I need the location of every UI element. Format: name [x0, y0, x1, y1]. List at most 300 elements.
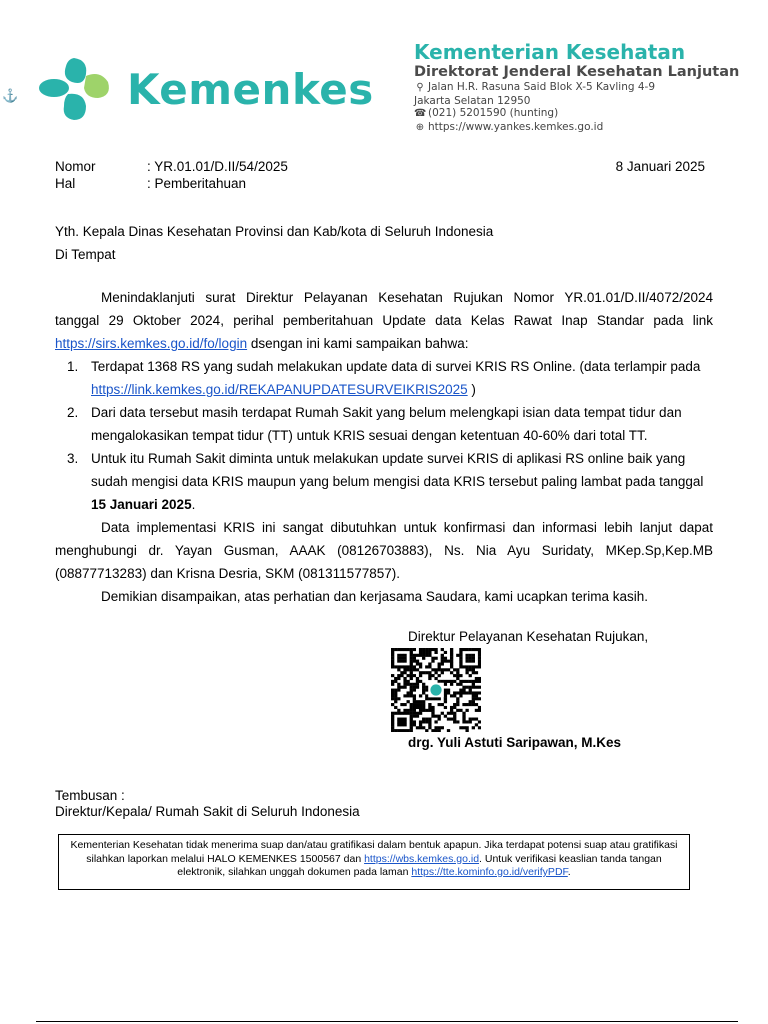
qr-module — [469, 700, 472, 703]
qr-module — [410, 715, 413, 718]
qr-module — [410, 718, 413, 721]
qr-module — [407, 712, 410, 715]
intro-text-end: dsengan ini kami sampaikan bahwa: — [247, 336, 469, 351]
item-text: Terdapat 1368 RS yang sudah melakukan update data di survei KRIS RS Online. (data terlampir pada — [91, 359, 701, 374]
qr-module — [478, 680, 481, 683]
letter-body — [55, 286, 713, 608]
qr-module — [469, 668, 472, 671]
qr-module — [410, 671, 413, 674]
qr-module — [394, 729, 397, 732]
qr-module — [472, 665, 475, 668]
qr-module — [394, 706, 397, 709]
qr-module — [428, 726, 431, 729]
tembusan-label: Tembusan : — [55, 788, 125, 803]
qr-module — [465, 668, 468, 671]
intro-text: Menindaklanjuti surat Direktur Pelayanan Kesehatan Rujukan Nomor YR.01.01/D.II/4072/2024 tanggal 29 Oktober 2024, perihal pemberitahuan Update data Kelas Rawat Inap Standar pada link — [55, 290, 713, 328]
qr-module — [459, 726, 462, 729]
qr-module — [416, 680, 419, 683]
qr-module — [425, 665, 428, 668]
rekap-link[interactable]: https://link.kemkes.go.id/REKAPANUPDATESURVEIKRIS2025 — [91, 382, 468, 397]
qr-module — [419, 694, 422, 697]
qr-module — [410, 720, 413, 723]
qr-module — [416, 686, 419, 689]
qr-module — [428, 654, 431, 657]
qr-module — [478, 651, 481, 654]
qr-module — [456, 671, 459, 674]
qr-module — [422, 686, 425, 689]
qr-module — [450, 648, 453, 651]
qr-module — [438, 697, 441, 700]
qr-module — [441, 712, 444, 715]
qr-module — [441, 654, 444, 657]
qr-module — [407, 680, 410, 683]
qr-module — [422, 691, 425, 694]
qr-module — [425, 689, 428, 692]
qr-module — [431, 709, 434, 712]
qr-module — [475, 718, 478, 721]
qr-module — [459, 691, 462, 694]
qr-module — [413, 683, 416, 686]
qr-module — [450, 662, 453, 665]
qr-module — [416, 668, 419, 671]
item-text-end: ) — [467, 382, 476, 397]
qr-module — [397, 712, 400, 715]
qr-module — [391, 691, 394, 694]
qr-module — [459, 648, 462, 651]
qr-module — [410, 660, 413, 663]
qr-module — [403, 680, 406, 683]
qr-module — [397, 729, 400, 732]
qr-module — [397, 689, 400, 692]
phone-icon: ☎ — [414, 108, 427, 119]
qr-module — [407, 700, 410, 703]
qr-module — [391, 665, 394, 668]
qr-module — [478, 648, 481, 651]
qr-module — [428, 703, 431, 706]
qr-module — [450, 660, 453, 663]
qr-module — [431, 660, 434, 663]
qr-module — [434, 720, 437, 723]
qr-module — [413, 657, 416, 660]
qr-module — [407, 648, 410, 651]
qr-module — [428, 718, 431, 721]
qr-module — [422, 709, 425, 712]
qr-module — [397, 718, 400, 721]
qr-module — [478, 662, 481, 665]
qr-module — [410, 712, 413, 715]
qr-module — [441, 703, 444, 706]
qr-module — [453, 674, 456, 677]
qr-module — [413, 712, 416, 715]
contact-paragraph: Data implementasi KRIS ini sangat dibutuhkan untuk konfirmasi dan informasi lebih lanjut dapat menghubungi dr. Yayan Gusman, AAAK (08126703883), Ns. Nia Ayu Suridaty, MKep.Sp,Kep.MB (08877713283) dan Krisna Desria, SKM (081311577857). — [55, 520, 713, 581]
qr-module — [419, 674, 422, 677]
qr-module — [425, 697, 428, 700]
qr-module — [422, 689, 425, 692]
qr-module — [425, 651, 428, 654]
qr-module — [441, 648, 444, 651]
qr-module — [410, 709, 413, 712]
qr-module — [469, 660, 472, 663]
qr-module — [413, 694, 416, 697]
nomor-label: Nomor — [55, 159, 96, 174]
qr-module — [413, 709, 416, 712]
website-line — [414, 121, 754, 135]
qr-module — [400, 660, 403, 663]
qr-module — [413, 720, 416, 723]
qr-module — [413, 654, 416, 657]
qr-module — [410, 689, 413, 692]
qr-module — [450, 654, 453, 657]
qr-module — [419, 726, 422, 729]
qr-module — [397, 668, 400, 671]
qr-module — [419, 665, 422, 668]
qr-module — [422, 720, 425, 723]
qr-module — [441, 671, 444, 674]
qr-module — [410, 703, 413, 706]
qr-module — [459, 680, 462, 683]
qr-module — [438, 674, 441, 677]
qr-module — [475, 680, 478, 683]
qr-module — [462, 686, 465, 689]
qr-module — [416, 700, 419, 703]
qr-module — [434, 648, 437, 651]
qr-module — [478, 706, 481, 709]
qr-module — [391, 712, 394, 715]
qr-module — [438, 662, 441, 665]
verify-pdf-link[interactable]: https://tte.kominfo.go.id/verifyPDF — [411, 866, 568, 878]
qr-module — [422, 700, 425, 703]
qr-module — [450, 651, 453, 654]
qr-module — [400, 729, 403, 732]
qr-module — [391, 703, 394, 706]
qr-module — [465, 680, 468, 683]
qr-module — [465, 729, 468, 732]
qr-module — [397, 723, 400, 726]
qr-module — [403, 694, 406, 697]
qr-module — [450, 706, 453, 709]
qr-module — [397, 683, 400, 686]
qr-module — [400, 723, 403, 726]
qr-module — [403, 668, 406, 671]
closing-paragraph: Demikian disampaikan, atas perhatian dan kerjasama Saudara, kami ucapkan terima kasih. — [101, 589, 649, 604]
qr-module — [400, 718, 403, 721]
qr-module — [459, 657, 462, 660]
qr-module — [428, 677, 431, 680]
qr-module — [469, 720, 472, 723]
qr-module — [431, 715, 434, 718]
qr-module — [462, 726, 465, 729]
qr-module — [428, 709, 431, 712]
qr-module — [462, 720, 465, 723]
list-item — [55, 401, 713, 447]
qr-module — [459, 689, 462, 692]
qr-module — [416, 712, 419, 715]
qr-module — [453, 715, 456, 718]
qr-module — [410, 677, 413, 680]
qr-module — [428, 720, 431, 723]
qr-module — [465, 654, 468, 657]
qr-module — [428, 651, 431, 654]
qr-module — [434, 677, 437, 680]
qr-module — [400, 703, 403, 706]
qr-module — [407, 691, 410, 694]
qr-module — [403, 654, 406, 657]
qr-module — [472, 694, 475, 697]
qr-module — [462, 703, 465, 706]
qr-module — [456, 677, 459, 680]
qr-module — [413, 715, 416, 718]
qr-module — [397, 709, 400, 712]
qr-module — [400, 674, 403, 677]
qr-module — [475, 697, 478, 700]
qr-module — [403, 712, 406, 715]
qr-module — [456, 700, 459, 703]
qr-module — [397, 677, 400, 680]
qr-module — [472, 718, 475, 721]
qr-module — [472, 680, 475, 683]
qr-module — [403, 709, 406, 712]
qr-module — [397, 654, 400, 657]
qr-module — [407, 729, 410, 732]
qr-module — [444, 668, 447, 671]
qr-module — [413, 665, 416, 668]
qr-module — [397, 648, 400, 651]
qr-module — [475, 709, 478, 712]
qr-module — [444, 689, 447, 692]
qr-module — [469, 657, 472, 660]
qr-module — [469, 691, 472, 694]
qr-module — [410, 668, 413, 671]
qr-module — [397, 720, 400, 723]
qr-module — [453, 694, 456, 697]
qr-module — [444, 715, 447, 718]
qr-module — [444, 694, 447, 697]
qr-module — [416, 683, 419, 686]
qr-module — [403, 671, 406, 674]
address-text: Jalan H.R. Rasuna Said Blok X-5 Kavling 4-9 — [428, 81, 656, 93]
qr-module — [425, 686, 428, 689]
qr-module — [397, 665, 400, 668]
qr-module — [400, 720, 403, 723]
qr-module — [444, 680, 447, 683]
qr-module — [410, 674, 413, 677]
notice-text-end: . — [567, 866, 571, 878]
qr-module — [425, 729, 428, 732]
qr-module — [419, 700, 422, 703]
qr-module — [410, 651, 413, 654]
hal-row — [55, 175, 705, 192]
qr-module — [444, 706, 447, 709]
qr-module — [472, 657, 475, 660]
qr-module — [403, 648, 406, 651]
qr-module — [478, 660, 481, 663]
list-item — [55, 355, 713, 401]
qr-module — [434, 697, 437, 700]
qr-module — [453, 720, 456, 723]
qr-module — [441, 726, 444, 729]
qr-module — [434, 715, 437, 718]
list-text — [91, 447, 713, 516]
qr-module — [394, 677, 397, 680]
qr-module — [453, 706, 456, 709]
qr-module — [447, 729, 450, 732]
qr-module — [453, 680, 456, 683]
qr-module — [410, 657, 413, 660]
qr-module — [391, 657, 394, 660]
qr-module — [431, 712, 434, 715]
qr-module — [416, 703, 419, 706]
qr-module — [394, 665, 397, 668]
item-text: Untuk itu Rumah Sakit diminta untuk melakukan update survei KRIS di aplikasi RS online baik yang sudah mengisi data KRIS maupun yang belum mengisi data KRIS tersebut paling lambat pada tanggal — [91, 451, 704, 489]
qr-module — [444, 697, 447, 700]
qr-module — [456, 703, 459, 706]
qr-module — [403, 729, 406, 732]
qr-module — [462, 691, 465, 694]
qr-module — [413, 660, 416, 663]
qr-module — [462, 715, 465, 718]
qr-module — [407, 674, 410, 677]
qr-module — [416, 715, 419, 718]
qr-module — [413, 648, 416, 651]
qr-module — [416, 726, 419, 729]
qr-module — [425, 654, 428, 657]
qr-module — [391, 726, 394, 729]
qr-module — [478, 654, 481, 657]
hal-label: Hal — [55, 176, 76, 191]
qr-module — [447, 689, 450, 692]
qr-module — [453, 712, 456, 715]
qr-module — [441, 668, 444, 671]
qr-module — [459, 660, 462, 663]
qr-module — [403, 683, 406, 686]
qr-module — [422, 718, 425, 721]
qr-module — [391, 683, 394, 686]
qr-module — [438, 729, 441, 732]
qr-module — [391, 654, 394, 657]
qr-module — [475, 648, 478, 651]
qr-module — [441, 660, 444, 663]
qr-module — [425, 709, 428, 712]
qr-module — [400, 654, 403, 657]
qr-module — [444, 657, 447, 660]
qr-module — [431, 674, 434, 677]
qr-module — [478, 686, 481, 689]
qr-module — [441, 680, 444, 683]
qr-module — [459, 665, 462, 668]
qr-module — [472, 697, 475, 700]
qr-module — [410, 648, 413, 651]
qr-module — [475, 691, 478, 694]
qr-module — [434, 671, 437, 674]
qr-module — [450, 694, 453, 697]
qr-module — [413, 686, 416, 689]
qr-module — [456, 697, 459, 700]
qr-module — [438, 726, 441, 729]
qr-module — [400, 712, 403, 715]
qr-module — [410, 662, 413, 665]
qr-module — [397, 697, 400, 700]
qr-module — [410, 723, 413, 726]
qr-module — [475, 686, 478, 689]
qr-center-logo-mark — [430, 684, 441, 695]
qr-module — [469, 703, 472, 706]
item-text-end: . — [191, 497, 196, 512]
qr-module — [410, 694, 413, 697]
qr-module — [472, 671, 475, 674]
sirs-link[interactable]: https://sirs.kemkes.go.id/fo/login — [55, 336, 248, 351]
qr-module — [472, 700, 475, 703]
qr-module — [419, 706, 422, 709]
qr-module — [438, 718, 441, 721]
location-pin-icon: ⚲ — [416, 82, 424, 93]
qr-module — [447, 680, 450, 683]
qr-module — [456, 709, 459, 712]
qr-module — [391, 662, 394, 665]
qr-module — [469, 674, 472, 677]
qr-module — [422, 671, 425, 674]
qr-module — [472, 686, 475, 689]
qr-module — [416, 677, 419, 680]
qr-module — [428, 671, 431, 674]
qr-module — [469, 680, 472, 683]
qr-module — [462, 712, 465, 715]
qr-module — [422, 657, 425, 660]
qr-module — [391, 715, 394, 718]
qr-module — [403, 686, 406, 689]
qr-module — [459, 709, 462, 712]
qr-module — [450, 718, 453, 721]
qr-module — [478, 726, 481, 729]
qr-module — [403, 720, 406, 723]
qr-module — [410, 683, 413, 686]
qr-module — [400, 686, 403, 689]
wbs-link[interactable]: https://wbs.kemkes.go.id — [364, 852, 480, 865]
qr-module — [475, 703, 478, 706]
qr-module — [475, 723, 478, 726]
notice-text-mid: . Untuk verifikasi keaslian tanda tangan elektronik, silahkan unggah dokumen pada laman — [177, 852, 662, 878]
qr-module — [422, 651, 425, 654]
kemenkes-logo-icon — [38, 52, 112, 124]
qr-module — [438, 668, 441, 671]
website-link[interactable]: https://www.yankes.kemkes.go.id — [428, 120, 604, 133]
qr-module — [453, 691, 456, 694]
qr-module — [438, 665, 441, 668]
letter-meta — [55, 158, 705, 192]
qr-module — [394, 694, 397, 697]
qr-module — [475, 665, 478, 668]
qr-module — [465, 660, 468, 663]
qr-module — [444, 660, 447, 663]
addressee — [55, 220, 493, 266]
qr-module — [472, 691, 475, 694]
qr-module — [475, 671, 478, 674]
qr-module — [394, 700, 397, 703]
qr-module — [472, 668, 475, 671]
notice-text: Kementerian Kesehatan tidak menerima suap dan/atau gratifikasi dalam bentuk apapun. Jika terdapat potensi suap atau gratifikasi silahkan laporkan melalui HALO KEMENKES 1500567 dan — [70, 839, 678, 865]
qr-module — [438, 703, 441, 706]
qr-module — [472, 660, 475, 663]
qr-module — [407, 709, 410, 712]
qr-module — [428, 723, 431, 726]
qr-module — [441, 657, 444, 660]
qr-module — [391, 651, 394, 654]
qr-module — [410, 726, 413, 729]
qr-module — [465, 691, 468, 694]
qr-module — [447, 718, 450, 721]
tembusan — [55, 788, 360, 820]
qr-module — [438, 680, 441, 683]
qr-module — [419, 712, 422, 715]
